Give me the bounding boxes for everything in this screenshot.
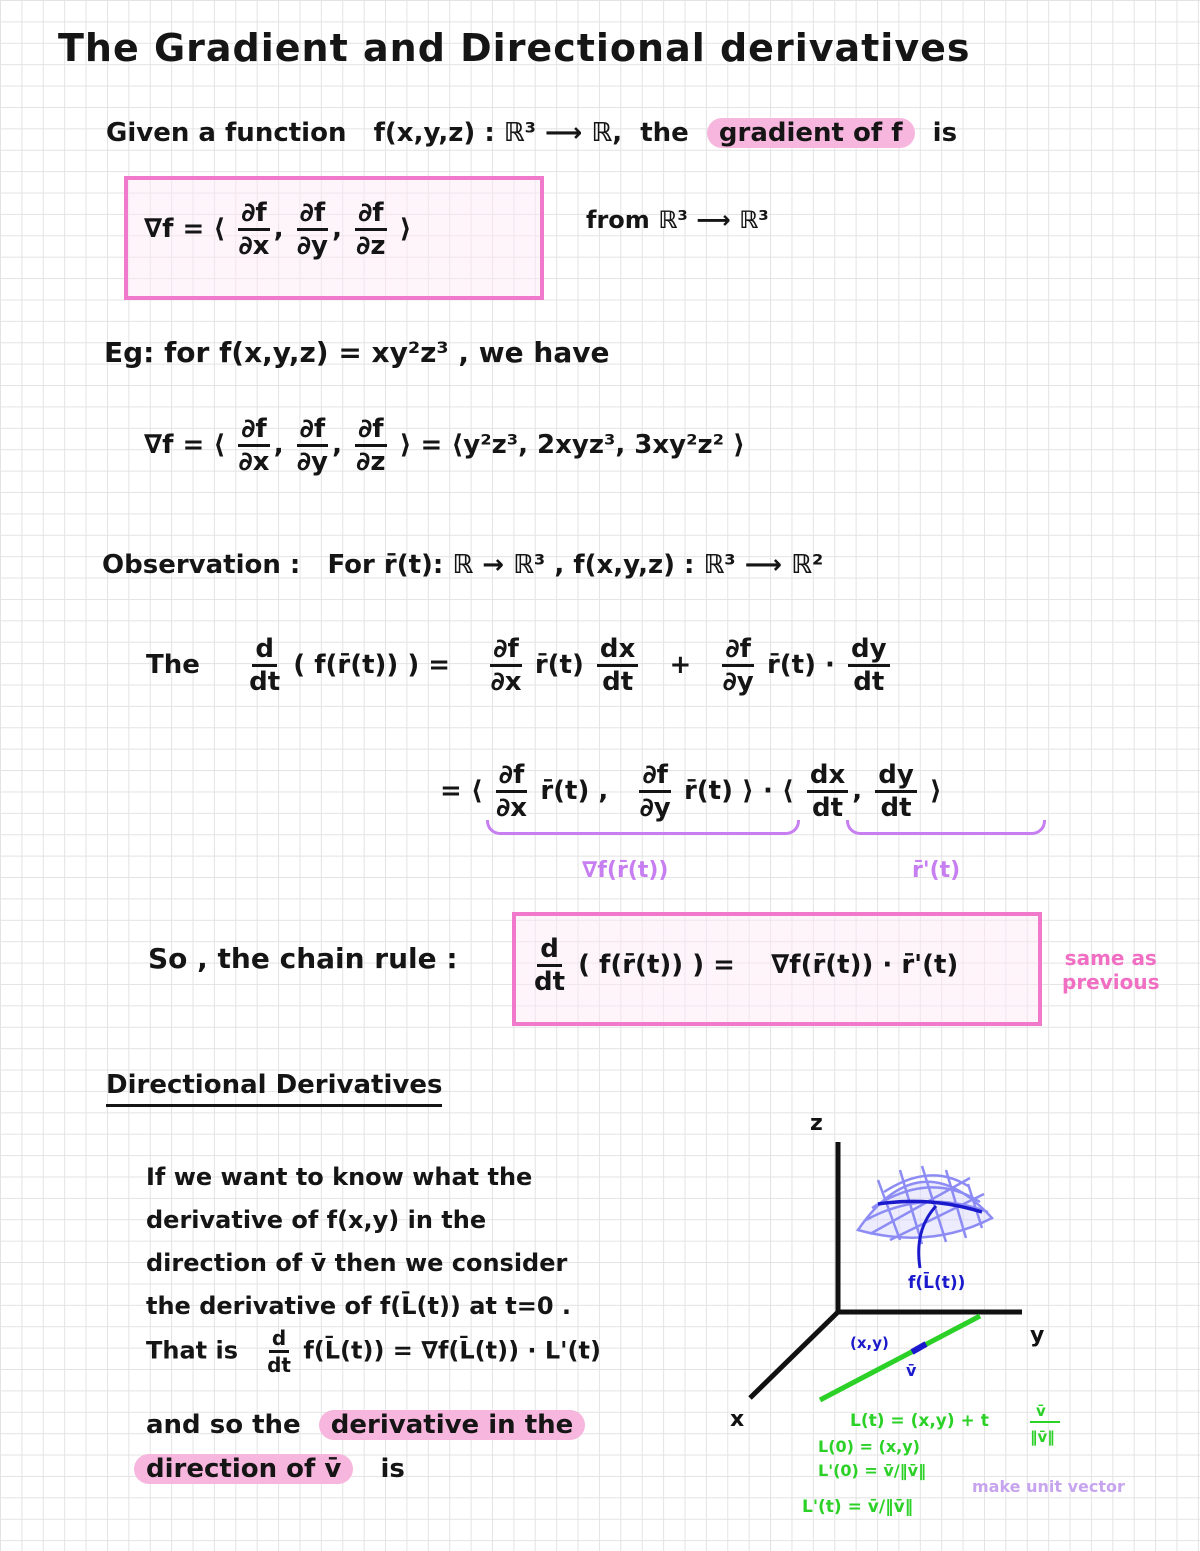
partial-y-fraction [722,636,753,695]
function-signature: f(x,y,z) : ℝ³ ⟶ ℝ, [373,118,623,148]
surface-label: f(L̄(t)) [908,1273,966,1293]
frac-num: ∂f [722,636,753,667]
gradient-close: ⟩ [399,214,412,244]
frac-den: dt [853,667,885,697]
dx-dt-fraction [597,636,638,695]
point-label: (x,y) [850,1334,889,1352]
and-so-text: and so the [146,1410,301,1440]
the-word: The [146,650,200,680]
example-gradient: ∇f = ⟨ $\frac{\partial f}{\partial x}$ , $\frac{\partial f}{\partial y}$ , $\frac{\partial f}{\partial z}$ ⟩ = ⟨y²z³, 2xyz³, 3xy²z² ⟩ [144,414,745,477]
direction-vector [912,1344,926,1352]
frac-num: dx [807,762,848,793]
frac-den: dt [602,667,634,697]
that-is-rhs: f(L̄(t)) = ∇f(L̄(t)) · L'(t) [303,1336,601,1365]
direction-highlight: direction of v̄ [134,1454,353,1484]
frac-num: dy [875,762,917,793]
chain-rule-formula [530,936,958,995]
para-line: derivative of f(x,y) in the [146,1206,487,1234]
example-rhs: ⟩ = ⟨y²z³, 2xyz³, 3xy²z² ⟩ [399,430,745,460]
right-underbrace [846,820,1046,835]
frac-den: ∂y [722,667,754,697]
directional-heading: Directional Derivatives [106,1070,442,1107]
side-note-line-2: previous [1062,970,1160,994]
d-dt-fraction [249,636,280,695]
partial-y-fraction [297,200,328,259]
frac-num: ∂f [238,200,269,231]
term2: r̄(t) · [766,650,835,680]
frac-den: ∂x [496,793,527,823]
line-frac-den: ‖v̄‖ [1030,1428,1055,1446]
intro-text-3: is [932,118,958,148]
directional-paragraph [146,1156,601,1375]
intro-text-2: the [640,118,689,148]
frac-num: d [252,636,277,667]
derivative-highlight: derivative in the [319,1410,586,1440]
side-note [1062,946,1160,994]
para-line: the derivative of f(L̄(t)) at t=0 . [146,1292,572,1320]
frac-num: d [537,936,562,967]
frac-num: ∂f [639,762,670,793]
frac-num: d [269,1328,289,1353]
para-line: If we want to know what the [146,1163,533,1191]
eq-open: = ⟨ [440,776,483,806]
vector-label: v̄ [906,1361,917,1380]
observation-label: Observation : [102,550,301,580]
side-note-line-1: same as [1064,946,1157,970]
axis-y-label: y [1030,1323,1045,1348]
line-l-of-t [820,1316,980,1400]
that-is-text: That is [146,1336,238,1365]
frac-den: dt [249,667,281,697]
frac-den: dt [880,793,912,823]
left-underbrace [486,820,800,835]
page-title: The Gradient and Directional derivatives [58,26,971,70]
lprime-equation: L'(0) = v̄/‖v̄‖ [818,1461,927,1480]
dot-product-line [440,762,942,821]
para-line-that-is [146,1328,601,1375]
frac-num: dy [848,636,890,667]
dy-dt-fraction [875,762,917,821]
unit-vector-note: make unit vector [972,1477,1125,1496]
term1: r̄(t) [534,650,584,680]
partial-z-fraction [355,416,386,475]
frac-num: ∂f [490,636,521,667]
is-text: is [380,1454,405,1484]
mid-1: r̄(t) , [540,776,609,806]
d-dt-fraction [534,936,565,995]
dx-dt-fraction [807,762,848,821]
and-so-line [146,1410,585,1440]
gradient-mapping: from ℝ³ ⟶ ℝ³ [586,206,769,234]
partial-x-fraction [238,416,269,475]
mid-2: r̄(t) ⟩ · ⟨ [683,776,794,806]
lprime-t-equation: L'(t) = v̄/‖v̄‖ [802,1497,914,1517]
partial-x-fraction [490,636,521,695]
observation-derivative-line [146,636,894,695]
direction-line [134,1454,405,1484]
frac-num: ∂f [297,416,328,447]
frac-den: ∂y [296,447,328,477]
partial-x-fraction [496,762,527,821]
observation-line [102,550,823,580]
frac-den: ∂y [639,793,671,823]
l0-equation: L(0) = (x,y) [818,1437,920,1456]
frac-num: ∂f [496,762,527,793]
d-dt-fraction [267,1328,291,1375]
frac-den: ∂x [238,231,270,261]
example-lhs: ∇f = ⟨ [144,430,226,460]
frac-den: ∂x [238,447,270,477]
gradient-lhs: ∇f = ⟨ [144,214,226,244]
chain-rhs: ∇f(r̄(t)) · r̄'(t) [771,950,959,980]
frac-num: ∂f [355,416,386,447]
example-line: Eg: for f(x,y,z) = xy²z³ , we have [104,336,610,369]
dy-dt-fraction [848,636,890,695]
frac-den: ∂z [356,231,386,261]
directional-diagram [700,1100,1170,1540]
gradient-highlight: gradient of f [707,118,915,148]
frac-den: ∂y [296,231,328,261]
intro-text-1: Given a function [106,118,347,148]
partial-y-fraction [297,416,328,475]
partial-y-fraction [639,762,670,821]
partial-z-fraction [355,200,386,259]
brace-label-gradient: ∇f(r̄(t)) [582,858,669,883]
frac-num: ∂f [238,416,269,447]
axis-z-label: z [810,1111,823,1136]
observation-text: For r̄(t): ℝ → ℝ³ , f(x,y,z) : ℝ³ ⟶ ℝ² [327,550,824,580]
gradient-formula: ∇f = ⟨ $\frac{\partial f}{\partial x}$ , $\frac{\partial f}{\partial y}$ , $\frac{\partial f}{\partial z}$ ⟩ [144,198,412,261]
surface-mesh [858,1166,992,1244]
axis-x-label: x [730,1407,745,1432]
x-axis [750,1312,838,1398]
lhs-tail: ( f(r̄(t)) ) = [293,650,451,680]
chain-lhs-tail: ( f(r̄(t)) ) = [578,950,735,980]
frac-num: ∂f [297,200,328,231]
chain-rule-lead: So , the chain rule : [148,942,458,975]
frac-den: dt [812,793,844,823]
section-heading [106,1070,442,1100]
gradient-intro-line [106,118,957,148]
para-line: direction of v̄ then we consider [146,1249,568,1277]
partial-x-fraction [238,200,269,259]
line-equation: L(t) = (x,y) + t [850,1411,989,1431]
line-frac-num: v̄ [1036,1402,1046,1420]
frac-num: ∂f [355,200,386,231]
comma: , [852,776,863,806]
brace-label-velocity: r̄'(t) [912,858,961,883]
plus-sign: + [669,650,692,680]
end-bracket: ⟩ [929,776,942,806]
frac-den: dt [267,1353,291,1377]
frac-den: ∂x [490,667,522,697]
frac-den: dt [534,967,566,997]
frac-num: dx [597,636,638,667]
frac-den: ∂z [356,447,386,477]
